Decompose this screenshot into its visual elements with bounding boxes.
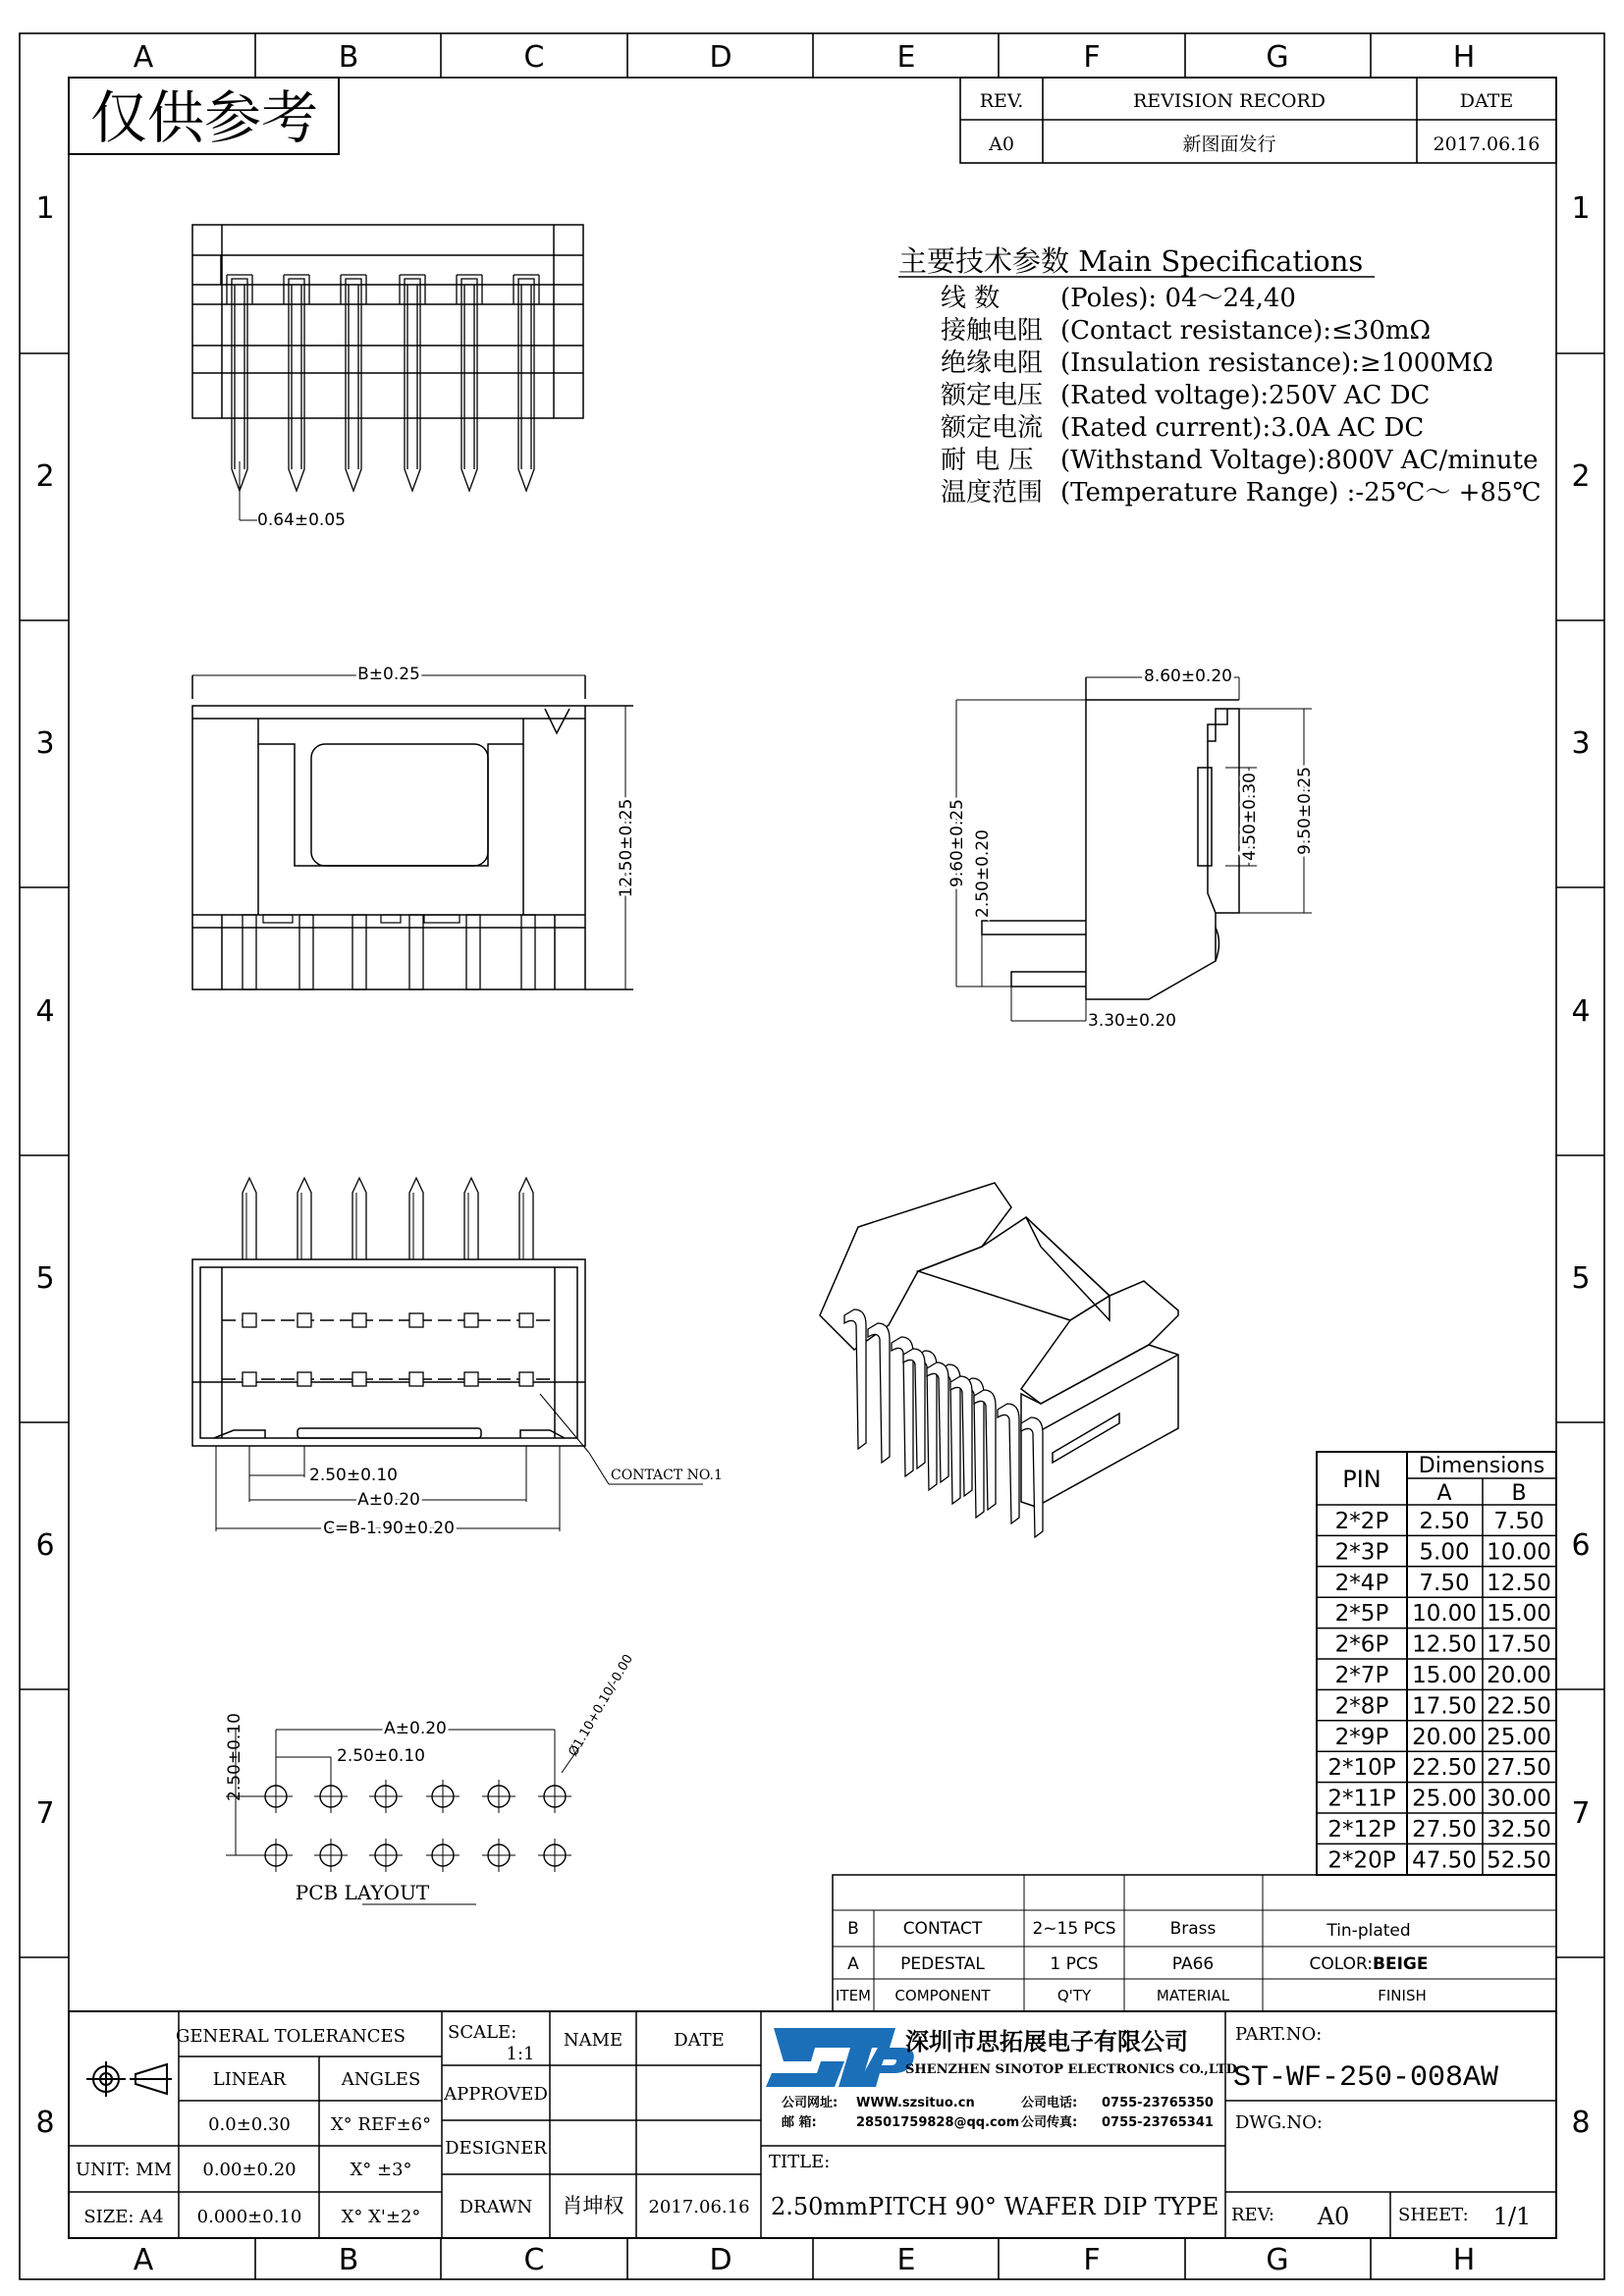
side-tail-label: 3.30±0.20	[1088, 1011, 1176, 1031]
pin	[518, 279, 534, 491]
contact-pad	[352, 1313, 366, 1327]
approved-label: APPROVED	[444, 2084, 548, 2105]
col-letter-top: G	[1266, 40, 1289, 75]
dimensions-header: Dimensions	[1418, 1454, 1545, 1478]
pcb-layout-title: PCB LAYOUT	[295, 1881, 430, 1904]
size-label: SIZE: A4	[83, 2207, 164, 2227]
spec-label-cn: 额定电压	[941, 381, 1044, 410]
pcb-hole-label: Ø1.10+0.10/-0.00	[566, 1652, 636, 1759]
dim-a: 27.50	[1412, 1817, 1477, 1842]
row-number-right: 3	[1571, 726, 1591, 761]
contact-pad	[243, 1313, 256, 1327]
spec-value: (Insulation resistance):≥1000MΩ	[1060, 348, 1493, 378]
col-letter-top: A	[133, 40, 154, 75]
spec-label-cn: 温度范围	[941, 478, 1044, 507]
row-number-left: 1	[35, 191, 55, 226]
scale-value: 1:1	[506, 2044, 535, 2064]
pin	[405, 279, 420, 491]
side-lead-height-label: 2.50±0.20	[973, 829, 993, 918]
contact-pad	[298, 1313, 311, 1327]
contact-value: 0755-23765350	[1102, 2096, 1214, 2110]
pcb-holes	[259, 1780, 571, 1872]
front-view-pins	[243, 915, 535, 989]
pcb-pitch-label: 2.50±0.10	[337, 1746, 425, 1766]
key-bump	[263, 915, 293, 923]
pin	[519, 1178, 533, 1259]
angles-label: ANGLES	[341, 2069, 421, 2090]
col-letter-bottom: H	[1452, 2243, 1476, 2277]
pin	[1021, 1417, 1043, 1537]
dim-a: 2.50	[1419, 1509, 1470, 1534]
b-width-label: B±0.25	[357, 665, 420, 684]
contact-value: WWW.szsituo.cn	[856, 2096, 975, 2110]
bottom-a-label: A±0.20	[357, 1490, 420, 1510]
dim-pin: 2*8P	[1334, 1693, 1389, 1720]
front-view-drawing	[192, 675, 633, 989]
pin	[844, 1309, 866, 1449]
linear-tolerance: 0.000±0.10	[196, 2207, 302, 2227]
angle-tolerance: X° X'±2°	[341, 2207, 421, 2227]
bottom-view-pins	[243, 1178, 533, 1386]
contact-pad	[243, 1372, 256, 1386]
pin	[352, 1178, 366, 1259]
dim-pin: 2*10P	[1327, 1755, 1396, 1782]
designer-label: DESIGNER	[445, 2138, 547, 2159]
bom-header-finish: FINISH	[1378, 1987, 1427, 2004]
pin	[232, 279, 247, 491]
dim-b: 22.50	[1487, 1693, 1551, 1720]
row-number-right: 4	[1571, 994, 1591, 1029]
dim-pin: 2*7P	[1334, 1663, 1389, 1688]
bottom-view-drawing	[192, 1259, 585, 1446]
spec-label-cn: 接触电阻	[941, 316, 1044, 346]
side-slot-height-label: 4.50±0.30	[1240, 773, 1260, 861]
name-header: NAME	[563, 2030, 623, 2051]
rev-value: A0	[989, 133, 1014, 155]
sheet-value: 1/1	[1492, 2203, 1532, 2230]
linear-tolerance: 0.00±0.20	[202, 2160, 297, 2180]
dim-b: 12.50	[1487, 1570, 1551, 1596]
pin	[998, 1404, 1019, 1523]
col-letter-bottom: F	[1083, 2243, 1101, 2277]
spec-value: (Temperature Range) :-25℃～ +85℃	[1060, 478, 1542, 507]
pin	[352, 915, 366, 989]
contact-pad	[298, 1372, 311, 1386]
pin-width-label: 0.64±0.05	[257, 510, 346, 530]
contact-pad	[464, 1313, 478, 1327]
isometric-view-drawing	[820, 1183, 1178, 1507]
contact-pad	[352, 1372, 366, 1386]
pin	[289, 279, 304, 491]
front-dims	[192, 665, 636, 989]
dim-a: 10.00	[1412, 1601, 1477, 1628]
col-letter-bottom: A	[133, 2243, 154, 2277]
contact-label: 公司电话:	[1021, 2096, 1078, 2110]
dim-pin: 2*12P	[1327, 1817, 1396, 1842]
watermark-text: 仅供参考	[89, 84, 319, 151]
row-number-right: 2	[1571, 459, 1591, 494]
angle-tolerance: X° REF±6°	[330, 2114, 432, 2135]
bom-material: PA66	[1171, 1954, 1215, 1974]
specs-title: 主要技术参数 Main Specifications	[898, 244, 1364, 278]
row-number-left: 2	[35, 459, 55, 494]
contact-value: 0755-23765341	[1102, 2115, 1214, 2130]
date-header: DATE	[1459, 90, 1514, 112]
row-number-left: 6	[35, 1528, 55, 1563]
col-a-header: A	[1436, 1481, 1452, 1506]
bom-color-prefix: COLOR:	[1309, 1954, 1374, 1974]
key-bump	[381, 915, 401, 923]
side-view-drawing	[982, 677, 1239, 999]
bom-qty: 1 PCS	[1050, 1954, 1099, 1974]
pcb-vertical-pitch-label: 2.50±0.10	[225, 1713, 244, 1801]
dim-b: 27.50	[1487, 1755, 1551, 1782]
isometric-pins	[844, 1309, 1043, 1537]
dim-a: 12.50	[1412, 1631, 1477, 1658]
pin	[298, 1178, 311, 1259]
dim-a: 25.00	[1412, 1786, 1477, 1812]
pin	[409, 1178, 423, 1259]
rev-label: REV:	[1231, 2205, 1274, 2225]
row-number-right: 8	[1571, 2106, 1591, 2140]
col-letter-top: E	[896, 40, 916, 75]
company-name-cn: 深圳市思拓展电子有限公司	[905, 2028, 1188, 2056]
contact-pad	[464, 1372, 478, 1386]
dim-a: 47.50	[1412, 1847, 1477, 1874]
bom-qty: 2~15 PCS	[1032, 1919, 1116, 1939]
unit-label: UNIT: MM	[75, 2160, 173, 2180]
col-letter-top: H	[1452, 40, 1476, 75]
bom-finish: Tin-plated	[1326, 1921, 1411, 1941]
dim-pin: 2*6P	[1334, 1631, 1389, 1658]
contact-pad	[519, 1372, 533, 1386]
row-number-left: 7	[35, 1796, 55, 1831]
spec-value: (Contact resistance):≤30mΩ	[1060, 316, 1432, 346]
dim-pin: 2*3P	[1334, 1539, 1389, 1566]
col-letter-bottom: G	[1266, 2243, 1289, 2277]
contact-label: 邮 箱:	[782, 2115, 817, 2130]
dim-pin: 2*11P	[1327, 1786, 1396, 1812]
contact-value: 28501759828@qq.com	[856, 2115, 1020, 2130]
col-letter-bottom: B	[338, 2243, 359, 2277]
bottom-c-label: C=B-1.90±0.20	[323, 1519, 455, 1538]
date-header: DATE	[674, 2030, 725, 2051]
angle-tolerance: X° ±3°	[350, 2160, 412, 2180]
bom-material: Brass	[1169, 1919, 1217, 1939]
bom-item: B	[847, 1919, 859, 1939]
pcb-a-label: A±0.20	[384, 1719, 447, 1738]
title-label: TITLE:	[769, 2152, 831, 2172]
top-view-drawing	[192, 225, 583, 418]
dim-b: 32.50	[1487, 1817, 1551, 1842]
bom-color-value: BEIGE	[1373, 1954, 1429, 1974]
pin	[461, 279, 477, 491]
row-number-right: 7	[1571, 1796, 1591, 1831]
contact-label: 公司网址:	[782, 2096, 839, 2110]
scale-label: SCALE:	[448, 2022, 517, 2043]
col-letter-top: B	[338, 40, 359, 75]
revision-date-value: 2017.06.16	[1433, 133, 1541, 155]
bom-header-component: COMPONENT	[894, 1987, 991, 2004]
bom-finish	[1310, 1954, 1429, 1974]
pin-width-dim	[240, 461, 346, 530]
pin	[466, 915, 480, 989]
col-b-header: B	[1511, 1481, 1527, 1506]
dim-a: 20.00	[1412, 1724, 1477, 1750]
dim-a: 7.50	[1419, 1570, 1470, 1596]
bom-item: A	[847, 1954, 859, 1974]
projection-symbol-icon	[86, 2061, 172, 2097]
dim-b: 30.00	[1487, 1786, 1551, 1812]
revision-record-header: REVISION RECORD	[1133, 90, 1326, 112]
linear-tolerance: 0.0±0.30	[208, 2114, 291, 2135]
col-letter-top: D	[709, 40, 732, 75]
dim-b: 25.00	[1487, 1724, 1551, 1750]
drawing-title: 2.50mmPITCH 90° WAFER DIP TYPE	[771, 2193, 1219, 2220]
drawn-date: 2017.06.16	[648, 2197, 750, 2217]
pin	[521, 915, 535, 989]
spec-label-cn: 绝缘电阻	[941, 348, 1044, 378]
bottom-pitch-label: 2.50±0.10	[309, 1466, 398, 1485]
dim-a: 22.50	[1412, 1755, 1477, 1782]
dim-a: 17.50	[1412, 1693, 1477, 1720]
contact-pad	[519, 1313, 533, 1327]
col-letter-top: F	[1083, 40, 1101, 75]
spec-label-cn: 线 数	[941, 284, 1001, 313]
contact-pad	[409, 1372, 423, 1386]
part-number: ST-WF-250-008AW	[1233, 2061, 1499, 2095]
dim-pin: 2*2P	[1334, 1509, 1389, 1534]
dim-b: 17.50	[1487, 1631, 1551, 1658]
general-tolerances-label: GENERAL TOLERANCES	[175, 2026, 406, 2047]
spec-value: (Poles): 04～24,40	[1060, 284, 1296, 313]
part-no-label: PART.NO:	[1235, 2024, 1323, 2045]
dim-b: 52.50	[1487, 1847, 1551, 1874]
linear-label: LINEAR	[212, 2069, 287, 2090]
dim-pin: 2*20P	[1327, 1847, 1396, 1874]
top-view-pins	[227, 275, 539, 491]
contact-label: 公司传真:	[1021, 2115, 1078, 2130]
bom-header-material: MATERIAL	[1156, 1987, 1230, 2004]
dim-a: 5.00	[1419, 1539, 1470, 1566]
dim-b: 20.00	[1487, 1663, 1551, 1688]
row-number-right: 5	[1571, 1261, 1591, 1296]
front-height-label: 12.50±0.25	[617, 798, 636, 898]
side-depth-label: 8.60±0.20	[1144, 667, 1232, 686]
rev-value: A0	[1317, 2203, 1350, 2230]
pin	[409, 915, 423, 989]
row-number-left: 3	[35, 726, 55, 761]
dim-pin: 2*4P	[1334, 1570, 1389, 1596]
pin	[346, 279, 361, 491]
col-letter-bottom: D	[709, 2243, 732, 2277]
pin	[243, 1178, 256, 1259]
pin	[243, 915, 256, 989]
bottom-dims	[216, 1394, 703, 1531]
dim-a: 15.00	[1412, 1663, 1477, 1688]
dim-pin: 2*5P	[1334, 1601, 1389, 1628]
watermark-box	[69, 78, 339, 154]
revision-record-value: 新图面发行	[1182, 133, 1276, 155]
row-number-right: 6	[1571, 1528, 1591, 1563]
bom-header-qty: Q'TY	[1056, 1987, 1092, 2004]
rev-header: REV.	[979, 90, 1024, 112]
drawn-by-name: 肖坤权	[562, 2194, 624, 2217]
company-name-en: SHENZHEN SINOTOP ELECTRONICS CO.,LTD	[905, 2062, 1237, 2077]
spec-value: (Rated voltage):250V AC DC	[1060, 381, 1431, 410]
row-number-left: 4	[35, 994, 55, 1029]
spec-value: (Withstand Voltage):800V AC/minute	[1060, 446, 1539, 475]
sheet-label: SHEET:	[1398, 2205, 1469, 2225]
pin	[868, 1323, 890, 1463]
col-letter-bottom: C	[523, 2243, 545, 2277]
dim-b: 15.00	[1487, 1601, 1551, 1628]
key-bump	[424, 915, 460, 923]
pin	[299, 915, 313, 989]
revision-table	[960, 78, 1556, 163]
pin-header: PIN	[1342, 1466, 1381, 1493]
pin	[464, 1178, 478, 1259]
row-number-left: 8	[35, 2106, 55, 2140]
col-letter-bottom: E	[896, 2243, 916, 2277]
dim-b: 7.50	[1493, 1509, 1544, 1534]
bom-component: CONTACT	[902, 1919, 983, 1939]
spec-label-cn: 额定电流	[941, 413, 1044, 443]
dim-pin: 2*9P	[1334, 1724, 1389, 1750]
drawn-label: DRAWN	[459, 2197, 533, 2217]
row-number-left: 5	[35, 1261, 55, 1296]
bom-header-item: ITEM	[835, 1987, 872, 2004]
spec-value: (Rated current):3.0A AC DC	[1060, 413, 1425, 443]
contact-no-label: CONTACT NO.1	[611, 1468, 723, 1483]
spec-label-cn: 耐 电 压	[941, 446, 1034, 475]
row-number-right: 1	[1571, 191, 1591, 226]
side-body-height-label: 9.50±0.25	[1295, 767, 1315, 855]
main-specifications	[898, 244, 1375, 278]
dwg-no-label: DWG.NO:	[1235, 2112, 1323, 2133]
side-height-label: 9.60±0.25	[947, 799, 967, 887]
bom-component: PEDESTAL	[900, 1954, 985, 1974]
contact-pad	[409, 1313, 423, 1327]
dim-b: 10.00	[1487, 1539, 1551, 1566]
col-letter-top: C	[523, 40, 545, 75]
